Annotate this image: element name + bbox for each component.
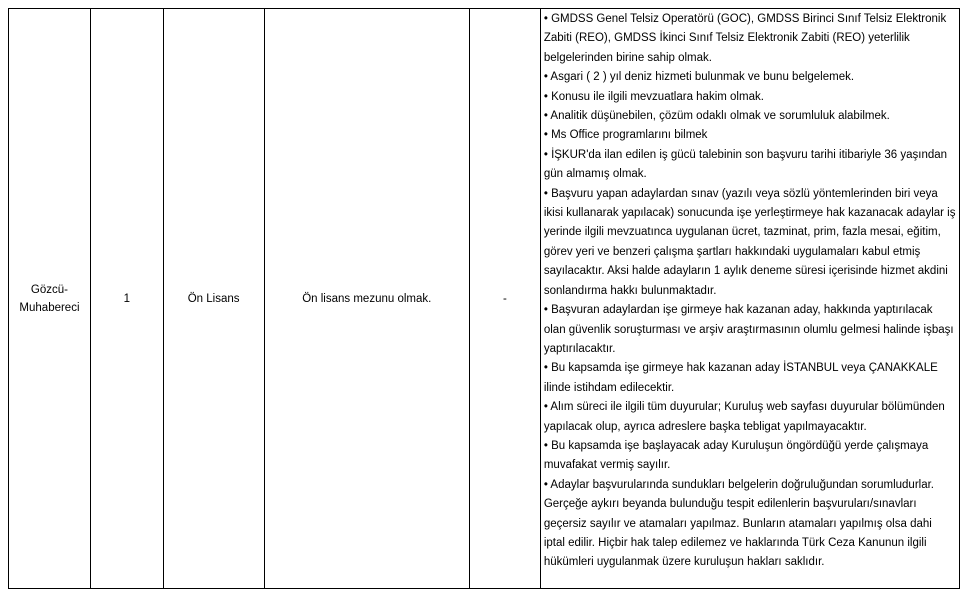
position-name-line2: Muhabereci xyxy=(19,301,80,314)
position-cell xyxy=(9,9,91,589)
requirements-cell xyxy=(540,9,959,589)
position-name-line1: Gözcü- xyxy=(30,283,68,296)
requirement-item: • Bu kapsamda işe girmeye hak kazanan aday İSTANBUL veya ÇANAKKALE ilinde istihdam edilecektir. xyxy=(543,362,938,394)
other-cell: - xyxy=(470,9,541,589)
requirement-item: • Asgari ( 2 ) yıl deniz hizmeti bulunmak ve bunu belgelemek. xyxy=(543,71,855,84)
requirement-item: • Analitik düşünebilen, çözüm odaklı olmak ve sorumluluk alabilmek. xyxy=(543,110,890,123)
count-cell: 1 xyxy=(90,9,163,589)
job-requirements-table xyxy=(8,8,960,589)
requirement-item: • GMDSS Genel Telsiz Operatörü (GOC), GMDSS Birinci Sınıf Telsiz Elektronik Zabiti (REO), GMDSS İkinci Sınıf Telsiz Elektronik Zabiti (REO) yeterlilik belgelerinden birine sahip olmak. xyxy=(543,13,947,64)
requirement-item: • Konusu ile ilgili mevzuatlara hakim olmak. xyxy=(543,90,764,103)
requirement-item: • İŞKUR'da ilan edilen iş gücü talebinin son başvuru tarihi itibariyle 36 yaşından gün almamış olmak. xyxy=(543,148,948,181)
requirement-item: • Başvuran adaylardan işe girmeye hak kazanan aday, hakkında yaptırılacak olan güvenlik soruşturması ve arşiv araştırmasının olumlu gelmesi halinde işbaşı yaptırılacaktır. xyxy=(543,304,954,355)
requirement-item: • Ms Office programlarını bilmek xyxy=(543,129,708,142)
requirement-item: • Bu kapsamda işe başlayacak aday Kuruluşun öngördüğü yerde çalışmaya muvafakat vermiş sayılır. xyxy=(543,439,929,472)
education-cell: Ön Lisans xyxy=(163,9,264,589)
requirement-item: • Başvuru yapan adaylardan sınav (yazılı veya sözlü yöntemlerinden biri veya ikisi kullanarak yapılacak) sonucunda işe yerleştirmeye hak kazanacak adaylar iş yerinde ilgili mevzuatınca uygulanan ücret, tazminat, prim, fazla mesai, eğitim, görev yeri ve benzeri çalışma şartları hakkındaki uygulamaları kabul etmiş sayılacaktır. Aksi halde adayların 1 aylık deneme süresi içerisinde hizmet akdini sonlandırma hakkı bulunmaktadır. xyxy=(543,187,956,297)
requirement-item: • Adaylar başvurularında sundukları belgelerin doğruluğundan sorumludurlar. Gerçeğe aykırı beyanda bulunduğu tespit edilenlerin başvuruları/sınavları geçersiz sayılır ve atamaları yapılmaz. Bunların atamaları yapılmış olsa dahi iptal edilir. Hiçbir hak talep edilemez ve haklarında Türk Ceza Kanunun ilgili hükümleri uygulanmak üzere kuruluşun hakları saklıdır. xyxy=(543,478,935,569)
table-row xyxy=(9,9,960,589)
requirement-item: • Alım süreci ile ilgili tüm duyurular; Kuruluş web sayfası duyurular bölümünden yapılacak olup, ayrıca adreslere başka tebligat yapılmayacaktır. xyxy=(543,401,945,433)
qualification-cell: Ön lisans mezunu olmak. xyxy=(264,9,470,589)
